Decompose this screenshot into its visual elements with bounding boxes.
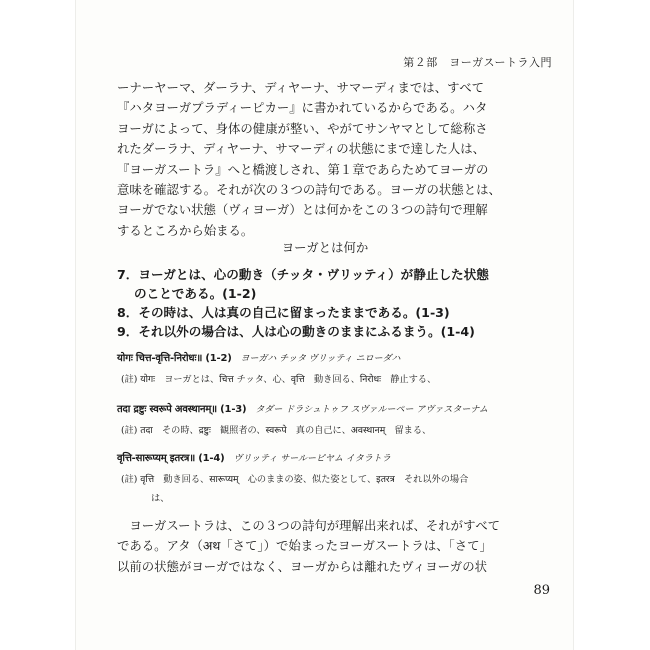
sanskrit-gloss xyxy=(117,350,547,385)
sutra-line: のことである。(1-2) xyxy=(134,286,257,301)
closing-line: ヨーガスートラは、この３つの詩句が理解出来れば、それがすべて xyxy=(117,518,500,533)
sutra-list xyxy=(117,265,547,341)
closing-line: である。アタ（अथ「さて」）で始まったヨーガスートラは、「さて」 xyxy=(117,538,492,554)
sanskrit-verse: योगः चित्त-वृत्ति-निरोधः॥ (1-2) xyxy=(117,353,232,364)
intro-line: 『ハタヨーガプラディーピカー』に書かれているからである。ハタ xyxy=(117,100,488,116)
closing-paragraph xyxy=(117,516,542,577)
sanskrit-gloss xyxy=(117,401,547,436)
page-number: 89 xyxy=(533,583,550,598)
gloss-note: (註) तदा その時、द्रष्टुः 観照者の、स्वरूपे 真の自己に、अवस्थानम् 留まる、 xyxy=(121,425,432,436)
running-header: 第２部 ヨーガスートラ入門 xyxy=(403,56,552,69)
intro-line: ヨーガでない状態（ヴィヨーガ）とは何かをこの３つの詩句で理解 xyxy=(117,202,488,218)
verse-reading: ヴリッティ サールーピヤム イタラトラ xyxy=(233,454,391,464)
intro-line: れたダーラナ、ディヤーナ、サマーディの状態にまで達した人は、 xyxy=(117,141,485,157)
intro-line: ヨーガによって、身体の健康が整い、やがてサンヤマとして総称さ xyxy=(117,120,488,136)
gloss-note-continuation: は、 xyxy=(151,493,170,504)
sanskrit-verse: तदा द्रष्टुः स्वरूपे अवस्थानम्॥ (1-3) xyxy=(117,404,247,415)
sutra-line: 7．ヨーガとは、心の動き（チッタ・ヴリッティ）が静止した状態 xyxy=(117,267,489,282)
sanskrit-verse: वृत्ति-सारूप्यम् इतरत्र॥ (1-4) xyxy=(117,453,225,464)
sanskrit-gloss xyxy=(117,450,547,504)
closing-line: 以前の状態がヨーガではなく、ヨーガからは離れたヴィヨーガの状 xyxy=(117,558,487,574)
sutra-line: 9．それ以外の場合は、人は心の動きのままにふるまう。(1-4) xyxy=(117,324,475,339)
intro-paragraph xyxy=(117,78,542,241)
gloss-note: (註) वृत्ति 動き回る、सारूप्यम् 心のままの姿、似た姿として、इतरत्र それ以外の場合 xyxy=(121,474,469,485)
intro-line: するところから始まる。 xyxy=(117,222,254,238)
verse-reading: ヨーガハ チッタ ヴリッティ ニローダハ xyxy=(240,354,401,364)
section-heading: ヨーガとは何か xyxy=(281,240,369,255)
intro-line: ーナーヤーマ、ダーラナ、ディヤーナ、サマーディまでは、すべて xyxy=(117,80,485,95)
intro-line: 意味を確認する。それが次の３つの詩句である。ヨーガの状態とは、 xyxy=(117,182,501,198)
intro-line: 『ヨーガスートラ』へと橋渡しされ、第１章であらためてヨーガの xyxy=(117,161,489,177)
verse-reading: タダー ドラシュトゥフ スヴァルーペー アヴァスターナム xyxy=(255,405,488,415)
sutra-line: 8．その時は、人は真の自己に留まったままである。(1-3) xyxy=(117,305,450,320)
gloss-note: (註) योगः ヨーガとは、चित्त チッタ、心、वृत्ति 動き回る、निरोधः 静止する、 xyxy=(121,374,437,385)
